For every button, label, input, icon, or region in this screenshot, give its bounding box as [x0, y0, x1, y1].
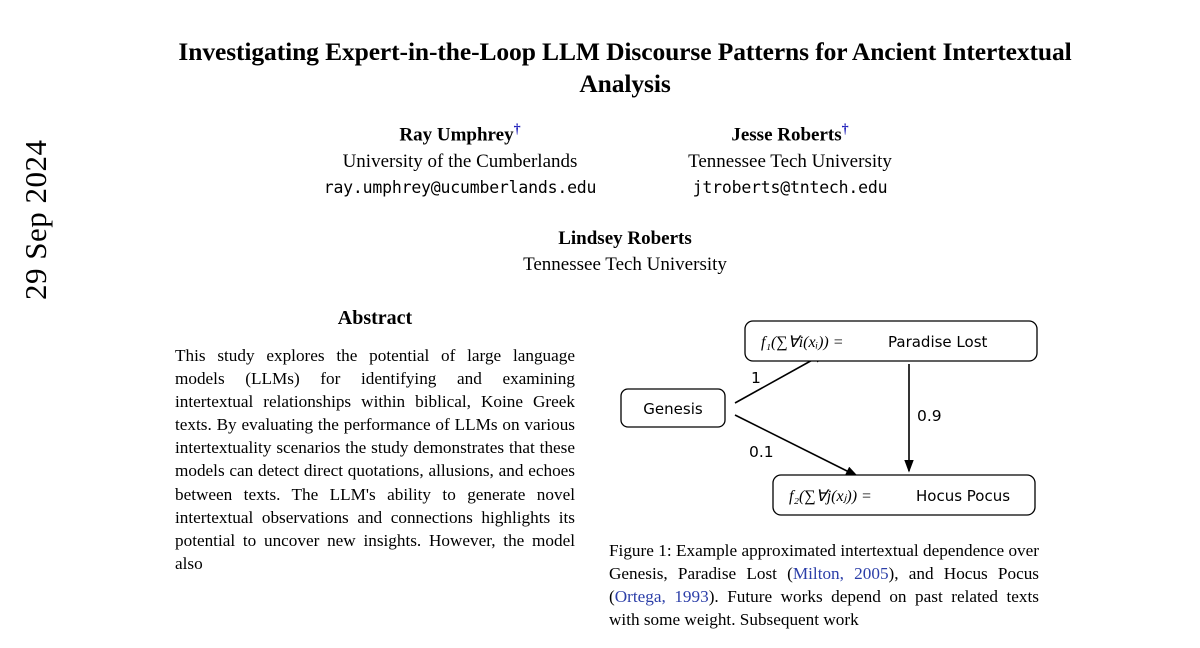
author-block-1: [295, 121, 625, 200]
author-name: Ray Umphrey†: [399, 122, 521, 146]
figure-caption-text: Example approximated intertextual dependence over Genesis, Paradise Lost (Milton, 2005), and Hocus Pocus (Ortega, 1993). Future works depend on past related texts with some weight. Subsequent work: [609, 540, 1039, 630]
author-block-3: [415, 227, 835, 279]
node-hocus-label: Hocus Pocus: [916, 486, 1011, 505]
authors-row-primary: [120, 121, 1130, 200]
author-email: ray.umphrey@ucumberlands.edu: [323, 177, 597, 197]
author-name: Jesse Roberts†: [731, 122, 849, 146]
author-affiliation: Tennessee Tech University: [688, 151, 892, 173]
edge-label-01: 0.1: [749, 442, 774, 461]
abstract-heading: Abstract: [337, 306, 413, 329]
two-column-body: [120, 307, 1130, 632]
author-affiliation: Tennessee Tech University: [523, 254, 727, 276]
edge-label-09: 0.9: [917, 406, 942, 425]
node-hocus-math: f₂(∑∀j(xⱼ)) =: [789, 487, 872, 505]
figure-caption: [609, 539, 1039, 632]
abstract-column: [175, 307, 575, 632]
author-block-2: [625, 121, 955, 200]
citation-milton[interactable]: Milton, 2005: [792, 563, 889, 583]
author-email: jtroberts@tntech.edu: [692, 177, 888, 197]
intertextual-dependence-diagram: [609, 311, 1039, 529]
author-marker: †: [513, 122, 521, 138]
author-marker: †: [841, 122, 849, 138]
page-title: Investigating Expert-in-the-Loop LLM Discourse Patterns for Ancient Intertextual Analysis: [178, 37, 1072, 98]
node-paradise-math: f₁(∑∀i(xᵢ)) =: [761, 333, 844, 351]
author-affiliation: University of the Cumberlands: [342, 151, 578, 173]
arxiv-date-stamp: 29 Sep 2024: [18, 139, 53, 300]
node-genesis-label: Genesis: [643, 399, 703, 418]
paper-page: [120, 0, 1130, 648]
figure-column: [609, 307, 1039, 632]
citation-ortega[interactable]: Ortega, 1993: [614, 587, 709, 607]
edge-label-1: 1: [751, 368, 761, 387]
figure-caption-prefix: Figure 1:: [609, 540, 672, 560]
author-name: Lindsey Roberts: [558, 227, 692, 249]
abstract-text: This study explores the potential of large language models (LLMs) for identifying and examining intertextual relationships within biblical, Koine Greek texts. By evaluating the performance of LLMs on various intertextuality scenarios the study demonstrates that these models can detect direct quotations, allusions, and echoes between texts. The LLM's ability to generate novel intertextual observations and connections highlights its potential to uncover new insights. However, the model also: [175, 345, 575, 573]
node-paradise-label: Paradise Lost: [888, 332, 988, 351]
figure-1: [609, 311, 1039, 533]
authors-row-secondary: [120, 227, 1130, 279]
